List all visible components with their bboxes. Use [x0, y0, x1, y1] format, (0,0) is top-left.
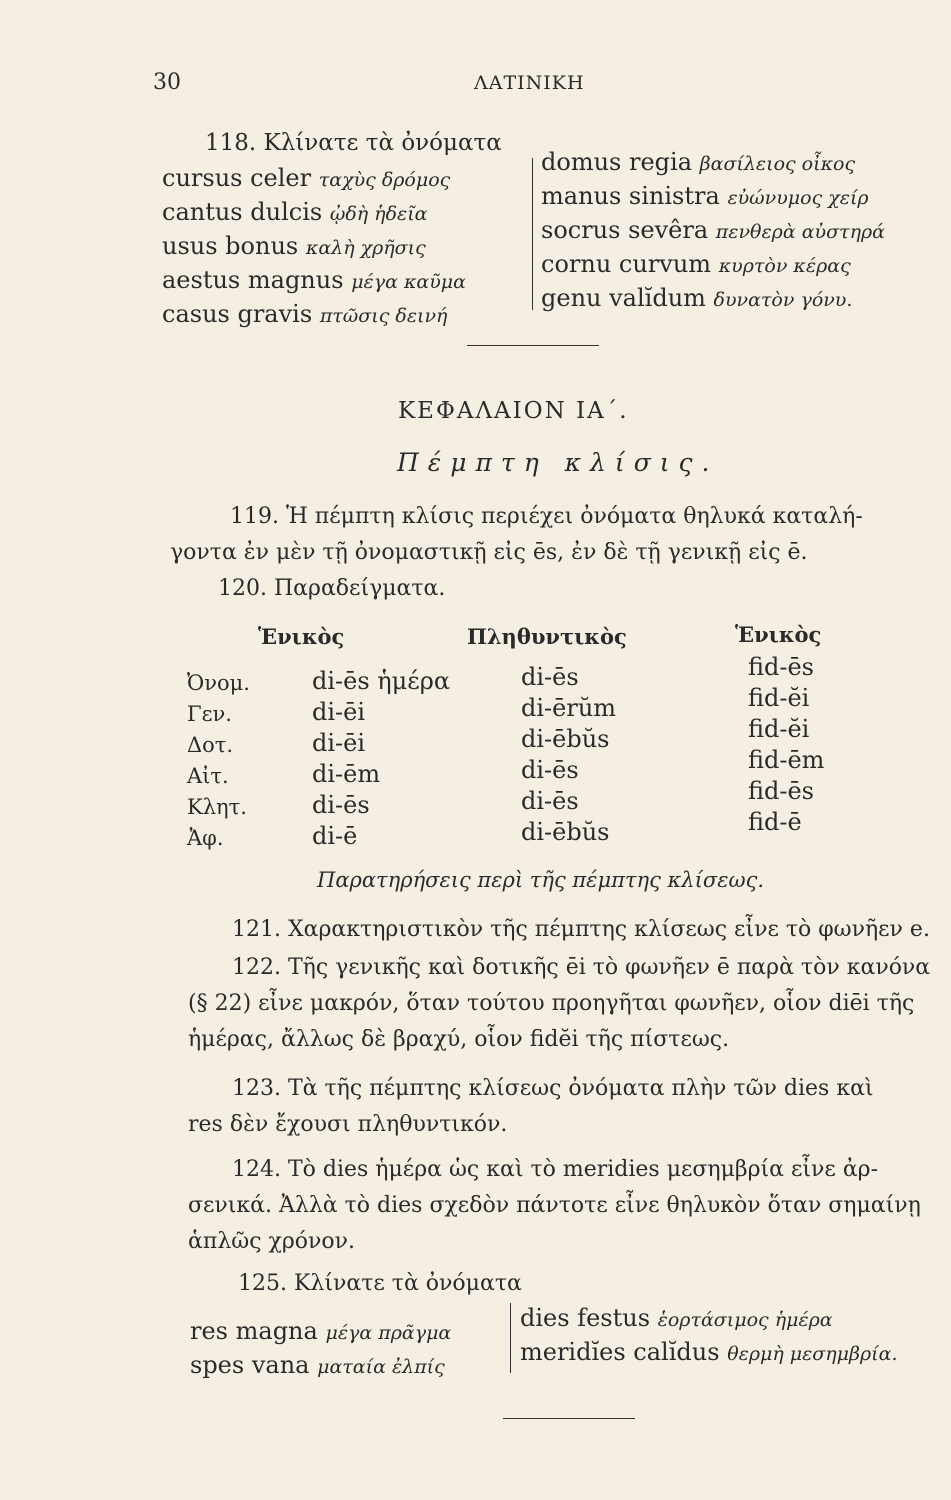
list-item: meridĭes calĭdus θερμὴ μεσημβρία. [520, 1338, 898, 1366]
table-cell: di-ēs [521, 663, 579, 691]
table-cell: fid-ēm [748, 746, 825, 774]
exercise-118-right-column [541, 146, 885, 316]
table-case-column [187, 668, 250, 854]
table-cell: di-ēbŭs [521, 818, 610, 846]
section-divider [467, 345, 599, 346]
table-cell: di-ēi [312, 698, 366, 726]
list-item: cantus dulcis ᾠδὴ ἡδεῖα [162, 198, 428, 226]
column-divider [510, 1303, 511, 1373]
table-singular-column [312, 666, 450, 852]
table-cell: fid-ĕi [748, 715, 810, 743]
table-cell: fid-ēs [748, 653, 814, 681]
table-cell: di-ē [312, 822, 358, 850]
list-item: domus regia βασίλειος οἶκος [541, 148, 856, 176]
table-cell: di-ēs [521, 787, 579, 815]
list-item: cornu curvum κυρτὸν κέρας [541, 250, 851, 278]
list-item: manus sinistra εὐώνυμος χείρ [541, 182, 869, 210]
table-cell: di-ēi [312, 729, 366, 757]
table-cell: fid-ē [748, 808, 802, 836]
observations-title: Παρατηρήσεις περὶ τῆς πέμπτης κλίσεως. [317, 868, 765, 892]
exercise-125-left-column [190, 1315, 451, 1383]
paragraph-122-line1: 122. Τῆς γενικῆς καὶ δοτικῆς ēi τὸ φωνῆεν ē παρὰ τὸν κανόνα [232, 955, 931, 980]
list-item: cursus celer ταχὺς δρόμος [162, 164, 451, 192]
list-item: casus gravis πτῶσις δεινή [162, 300, 448, 328]
exercise-118-left-column [162, 162, 466, 332]
list-item: res magna μέγα πρᾶγμα [190, 1317, 452, 1345]
table-cell: di-ēs ἡμέρα [312, 667, 451, 695]
table-cell: fid-ēs [748, 777, 814, 805]
exercise-125-heading: 125. Κλίνατε τὰ ὀνόματα [238, 1271, 522, 1296]
table-cell: Δοτ. [187, 733, 234, 757]
table-cell: di-ēbŭs [521, 725, 610, 753]
table-cell: Ἀφ. [187, 826, 224, 850]
paragraph-119-line2: γοντα ἐν μὲν τῇ ὀνομαστικῇ εἰς ēs, ἐν δὲ τῇ γενικῇ εἰς ē. [170, 540, 808, 565]
chapter-subtitle: Πέμπτη κλίσις. [397, 448, 719, 477]
paragraph-124-line1: 124. Τὸ dies ἡμέρα ὡς καὶ τὸ meridies μεσημβρία εἶνε ἀρ- [232, 1157, 879, 1182]
paragraph-124-line2: σενικά. Ἀλλὰ τὸ dies σχεδὸν πάντοτε εἶνε θηλυκὸν ὅταν σημαίνῃ [188, 1193, 921, 1218]
paragraph-120: 120. Παραδείγματα. [218, 576, 446, 601]
paragraph-123-line1: 123. Τὰ τῆς πέμπτης κλίσεως ὀνόματα πλὴν τῶν dies καὶ [232, 1076, 874, 1101]
table-cell: fid-ĕi [748, 684, 810, 712]
table-cell: Ὀνομ. [187, 671, 250, 695]
list-item: spes vana ματαία ἐλπίς [190, 1351, 445, 1379]
table-header-plural: Πληθυντικὸς [467, 624, 627, 649]
column-divider [532, 158, 533, 310]
list-item: aestus magnus μέγα καῦμα [162, 266, 466, 294]
exercise-125-right-column [520, 1302, 897, 1370]
exercise-118-heading: 118. Κλίνατε τὰ ὀνόματα [205, 130, 502, 156]
paragraph-121: 121. Χαρακτηριστικὸν τῆς πέμπτης κλίσεως εἶνε τὸ φωνῆεν e. [232, 917, 930, 942]
table-cell: Κλητ. [187, 795, 247, 819]
table-header-singular-2: Ἑνικὸς [735, 622, 822, 647]
table-cell: Γεν. [187, 702, 232, 726]
table-plural-column [521, 662, 616, 848]
list-item: genu valĭdum δυνατὸν γόνυ. [541, 284, 853, 312]
section-divider [503, 1418, 635, 1419]
table-cell: di-ērŭm [521, 694, 617, 722]
paragraph-122-line2: (§ 22) εἶνε μακρόν, ὅταν τούτου προηγῆται φωνῆεν, οἷον diēi τῆς [188, 991, 915, 1016]
page-number: 30 [153, 70, 181, 95]
paragraph-119-line1: 119. Ἡ πέμπτη κλίσις περιέχει ὀνόματα θηλυκά καταλή- [230, 504, 863, 529]
table-cell: di-ēm [312, 760, 381, 788]
list-item: socrus sevêra πενθερὰ αὐστηρά [541, 216, 885, 244]
paragraph-122-line3: ἡμέρας, ἄλλως δὲ βραχύ, οἷον fidĕi τῆς πίστεως. [188, 1027, 730, 1052]
paragraph-124-line3: ἁπλῶς χρόνον. [188, 1229, 356, 1254]
table-cell: Αἰτ. [187, 764, 229, 788]
table-header-singular: Ἑνικὸς [258, 624, 345, 649]
chapter-title: ΚΕΦΑΛΑΙΟΝ ΙΑ΄. [398, 398, 629, 424]
running-title: ΛΑΤΙΝΙΚΗ [474, 72, 585, 94]
table-cell: di-ēs [312, 791, 370, 819]
table-singular-2-column [748, 652, 824, 838]
table-cell: di-ēs [521, 756, 579, 784]
list-item: usus bonus καλὴ χρῆσις [162, 232, 426, 260]
paragraph-123-line2: res δὲν ἔχουσι πληθυντικόν. [188, 1112, 508, 1137]
list-item: dies festus ἑορτάσιμος ἡμέρα [520, 1304, 833, 1332]
